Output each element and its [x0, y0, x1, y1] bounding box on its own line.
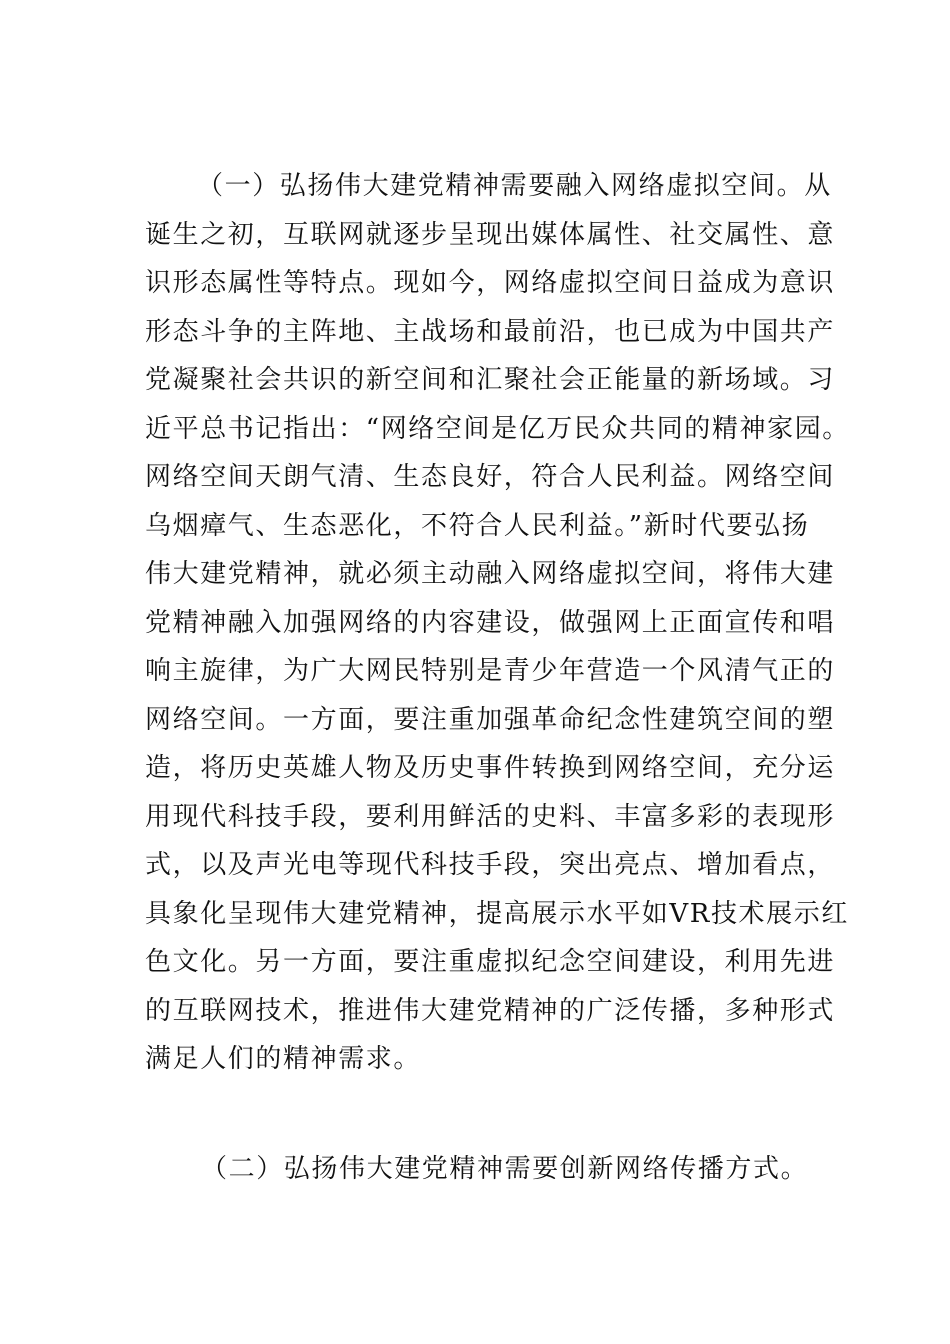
- paragraph-line: 造，将历史英雄人物及历史事件转换到网络空间，充分运: [145, 753, 836, 783]
- paragraph-line: 党凝聚社会共识的新空间和汇聚社会正能量的新场域。习: [145, 365, 836, 395]
- paragraph-line: 的互联网技术，推进伟大建党精神的广泛传播，多种形式: [145, 995, 836, 1026]
- paragraph-line: 用现代科技手段，要利用鲜活的史料、丰富多彩的表现形: [145, 801, 836, 832]
- paragraph-line: 近平总书记指出：“网络空间是亿万民众共同的精神家园。: [145, 413, 850, 444]
- paragraph-line: 响主旋律，为广大网民特别是青少年营造一个风清气正的: [145, 656, 836, 686]
- paragraph-1: [145, 162, 850, 1084]
- paragraph-line: 式，以及声光电等现代科技手段，突出亮点、增加看点，: [145, 850, 836, 880]
- paragraph-line: 具象化呈现伟大建党精神，提高展示水平如VR技术展示红: [145, 898, 849, 929]
- paragraph-line: 识形态属性等特点。现如今，网络虚拟空间日益成为意识: [145, 268, 836, 298]
- paragraph-2: [145, 1145, 809, 1194]
- paragraph-line: 党精神融入加强网络的内容建设，做强网上正面宣传和唱: [145, 607, 836, 638]
- paragraph-line: 网络空间。一方面，要注重加强革命纪念性建筑空间的塑: [145, 704, 836, 735]
- paragraph-line: 诞生之初，互联网就逐步呈现出媒体属性、社交属性、意: [145, 219, 836, 250]
- paragraph-line: （一）弘扬伟大建党精神需要融入网络虚拟空间。从: [197, 171, 832, 201]
- paragraph-line: 网络空间天朗气清、生态良好，符合人民利益。网络空间: [145, 462, 836, 492]
- paragraph-line: 形态斗争的主阵地、主战场和最前沿，也已成为中国共产: [145, 316, 836, 347]
- paragraph-line: 色文化。另一方面，要注重虚拟纪念空间建设，利用先进: [145, 947, 836, 977]
- section-heading: （二）弘扬伟大建党精神需要创新网络传播方式。: [201, 1154, 809, 1184]
- paragraph-line: 乌烟瘴气、生态恶化，不符合人民利益。”新时代要弘扬: [145, 510, 810, 541]
- paragraph-line: 伟大建党精神，就必须主动融入网络虚拟空间，将伟大建: [145, 559, 836, 589]
- paragraph-line: 满足人们的精神需求。: [145, 1044, 422, 1074]
